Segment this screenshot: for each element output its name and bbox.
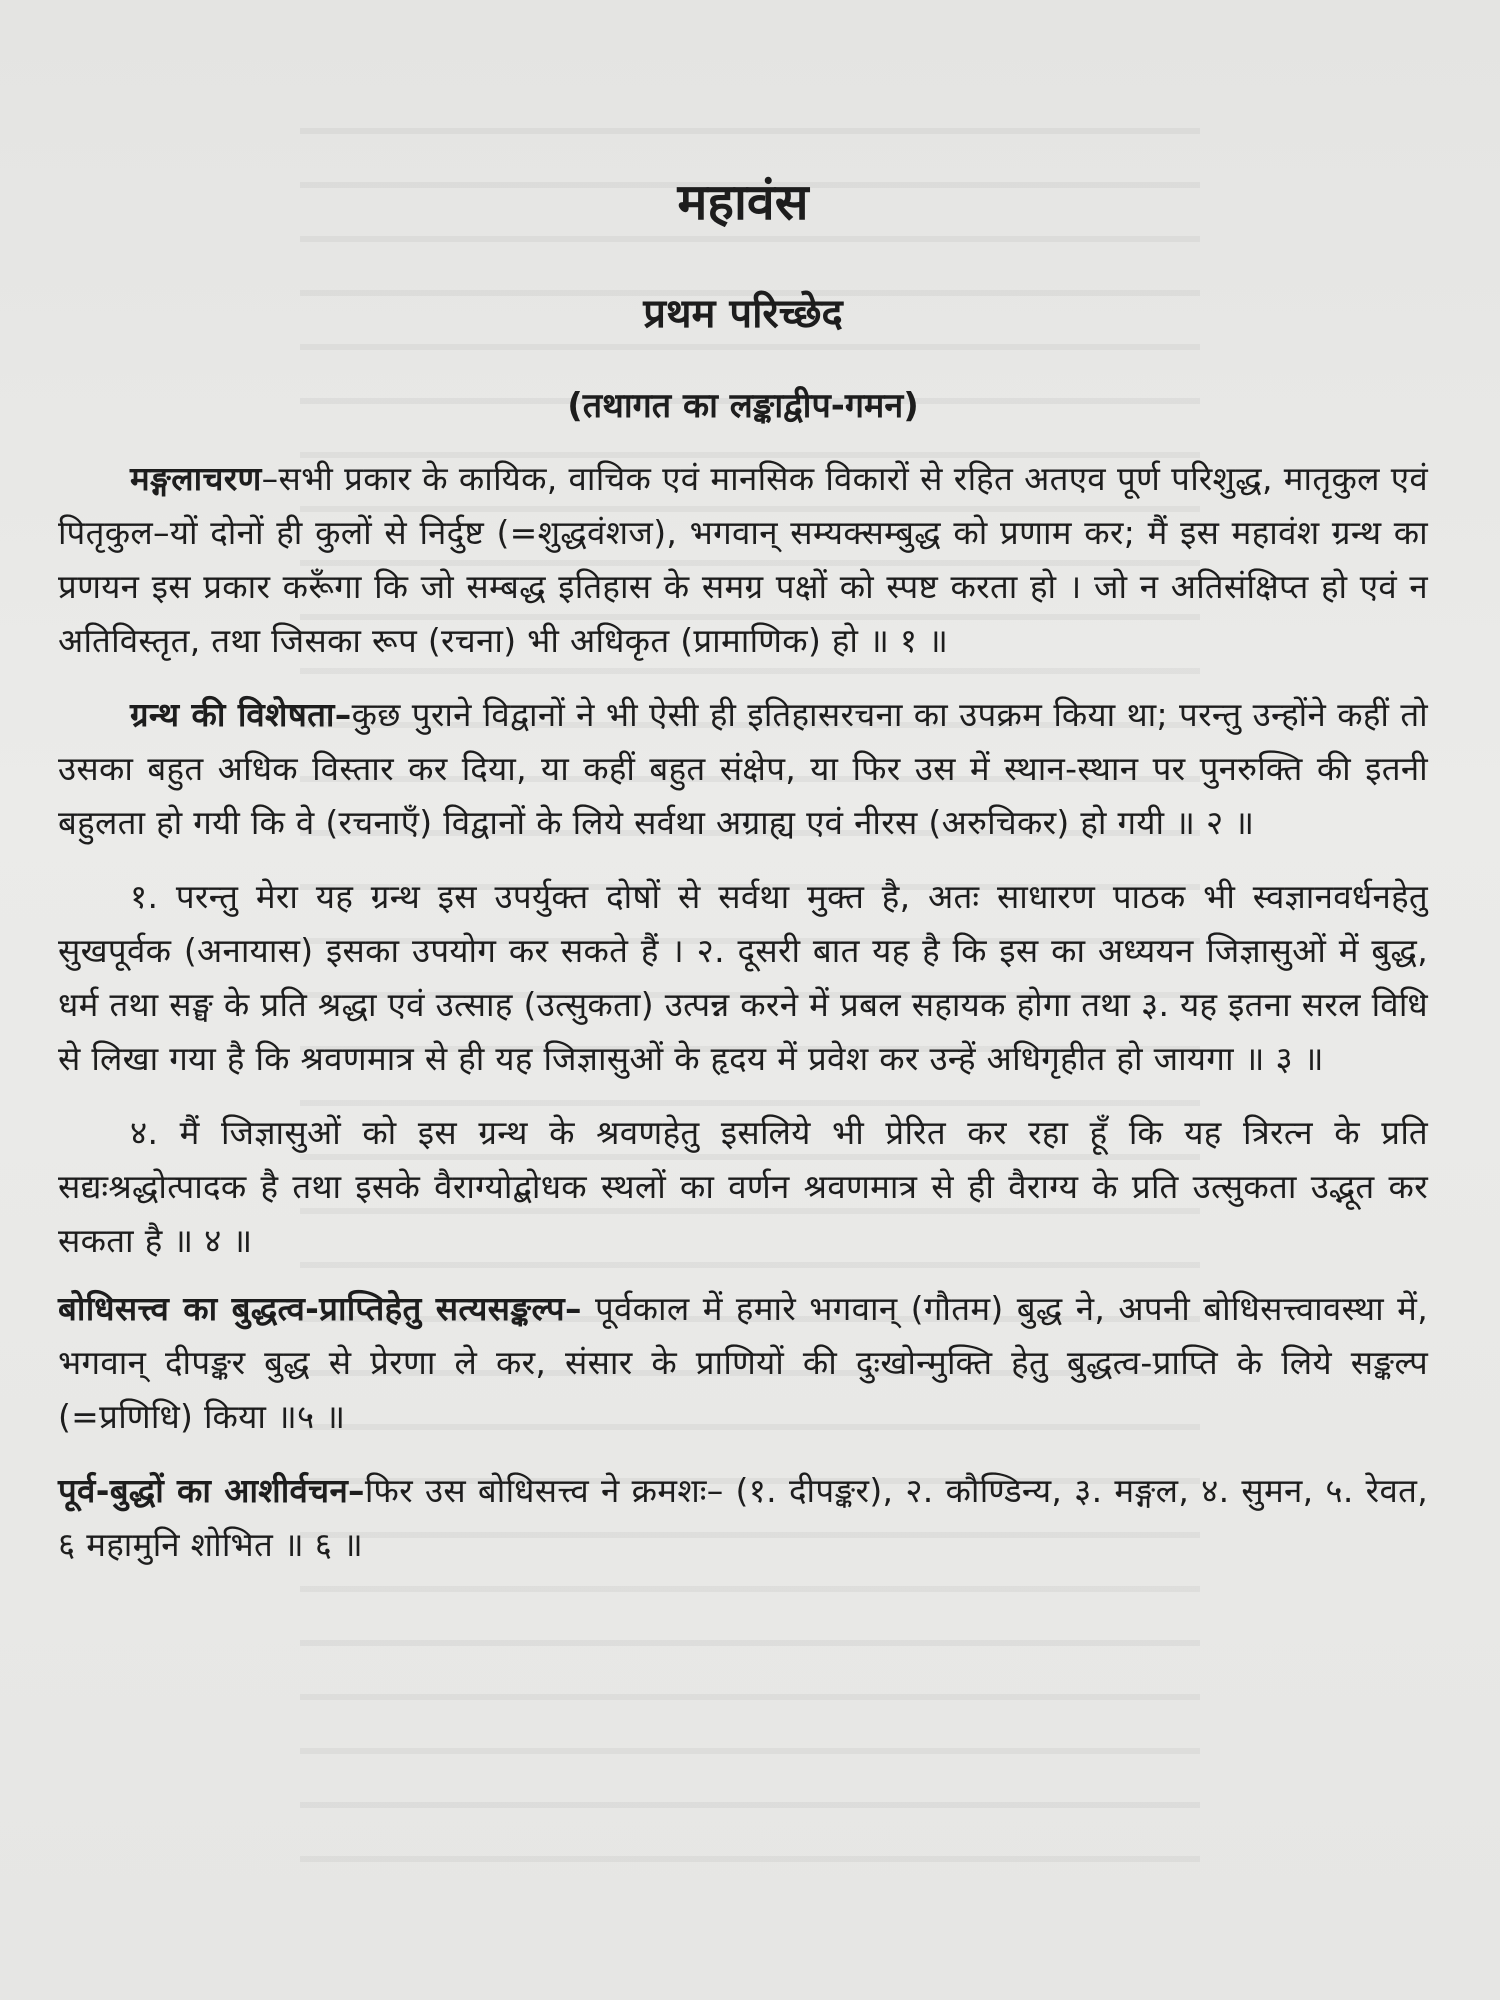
paragraph-1-text: –सभी प्रकार के कायिक, वाचिक एवं मानसिक विकारों से रहित अतएव पूर्ण परिशुद्ध, मातृकुल एवं पितृकुल–यों दोनों ही कुलों से निर्दुष्ट (=शुद्धवंशज), भगवान् सम्यक्सम्बुद्ध को प्रणाम कर; मैं इस महावंश ग्रन्थ का प्रणयन इस प्रकार करूँगा कि जो सम्बद्ध इतिहास के समग्र पक्षों को स्पष्ट करता हो । जो न अतिसंक्षिप्त हो एवं न अतिविस्तृत, तथा जिसका रूप (रचना) भी अधिकृत (प्रामाणिक) हो ॥ १ ॥ (58, 459, 1428, 660)
paragraph-2 (58, 688, 1428, 850)
paragraph-6-heading: पूर्व-बुद्धों का आशीर्वचन– (58, 1471, 365, 1510)
page-content (58, 150, 1428, 1572)
paragraph-5-heading: बोधिसत्त्व का बुद्धत्व-प्राप्तिहेतु सत्यसङ्कल्प– (58, 1289, 582, 1328)
paragraph-2-heading: ग्रन्थ की विशेषता– (130, 695, 352, 734)
paragraph-2-text: कुछ पुराने विद्वानों ने भी ऐसी ही इतिहासरचना का उपक्रम किया था; परन्तु उन्होंने कहीं तो उसका बहुत अधिक विस्तार कर दिया, या कहीं बहुत संक्षेप, या फिर उस में स्थान-स्थान पर पुनरुक्ति की इतनी बहुलता हो गयी कि वे (रचनाएँ) विद्वानों के लिये सर्वथा अग्राह्य एवं नीरस (अरुचिकर) हो गयी ॥ २ ॥ (58, 695, 1429, 842)
chapter-heading: प्रथम परिच्छेद (643, 291, 843, 337)
chapter-subtitle: (तथागत का लङ्काद्वीप-गमन) (567, 386, 919, 426)
book-title: महावंस (677, 173, 809, 231)
paragraph-5-text: पूर्वकाल में हमारे भगवान् (गौतम) बुद्ध ने, अपनी बोधिसत्त्वावस्था में, भगवान् दीपङ्कर बुद्ध से प्रेरणा ले कर, संसार के प्राणियों की दुःखोन्मुक्ति हेतु बुद्धत्व-प्राप्ति के लिये सङ्कल्प (=प्रणिधि) किया ॥५ ॥ (58, 1289, 1428, 1436)
paragraph-3-text: १. परन्तु मेरा यह ग्रन्थ इस उपर्युक्त दोषों से सर्वथा मुक्त है, अतः साधारण पाठक भी स्वज्ञानवर्धनहेतु सुखपूर्वक (अनायास) इसका उपयोग कर सकते हैं । २. दूसरी बात यह है कि इस का अध्ययन जिज्ञासुओं में बुद्ध, धर्म तथा सङ्घ के प्रति श्रद्धा एवं उत्साह (उत्सुकता) उत्पन्न करने में प्रबल सहायक होगा तथा ३. यह इतना सरल विधि से लिखा गया है कि श्रवणमात्र से ही यह जिज्ञासुओं के हृदय में प्रवेश कर उन्हें अधिगृहीत हो जायगा ॥ ३ ॥ (58, 877, 1428, 1078)
paragraph-3 (58, 870, 1428, 1086)
paragraph-1-heading: मङ्गलाचरण (130, 459, 262, 498)
paragraph-6 (58, 1464, 1428, 1572)
paragraph-6-text: फिर उस बोधिसत्त्व ने क्रमशः– (१. दीपङ्कर), २. कौण्डिन्य, ३. मङ्गल, ४. सुमन, ५. रेवत, ६ महामुनि शोभित ॥ ६ ॥ (58, 1471, 1428, 1564)
paragraph-4 (58, 1106, 1428, 1268)
paragraph-4-text: ४. मैं जिज्ञासुओं को इस ग्रन्थ के श्रवणहेतु इसलिये भी प्रेरित कर रहा हूँ कि यह त्रिरत्न के प्रति सद्यःश्रद्धोत्पादक है तथा इसके वैराग्योद्बोधक स्थलों का वर्णन श्रवणमात्र से ही वैराग्य के प्रति उत्सुकता उद्भूत कर सकता है ॥ ४ ॥ (58, 1113, 1428, 1260)
paragraph-1 (58, 452, 1428, 668)
paragraph-5 (58, 1282, 1428, 1444)
